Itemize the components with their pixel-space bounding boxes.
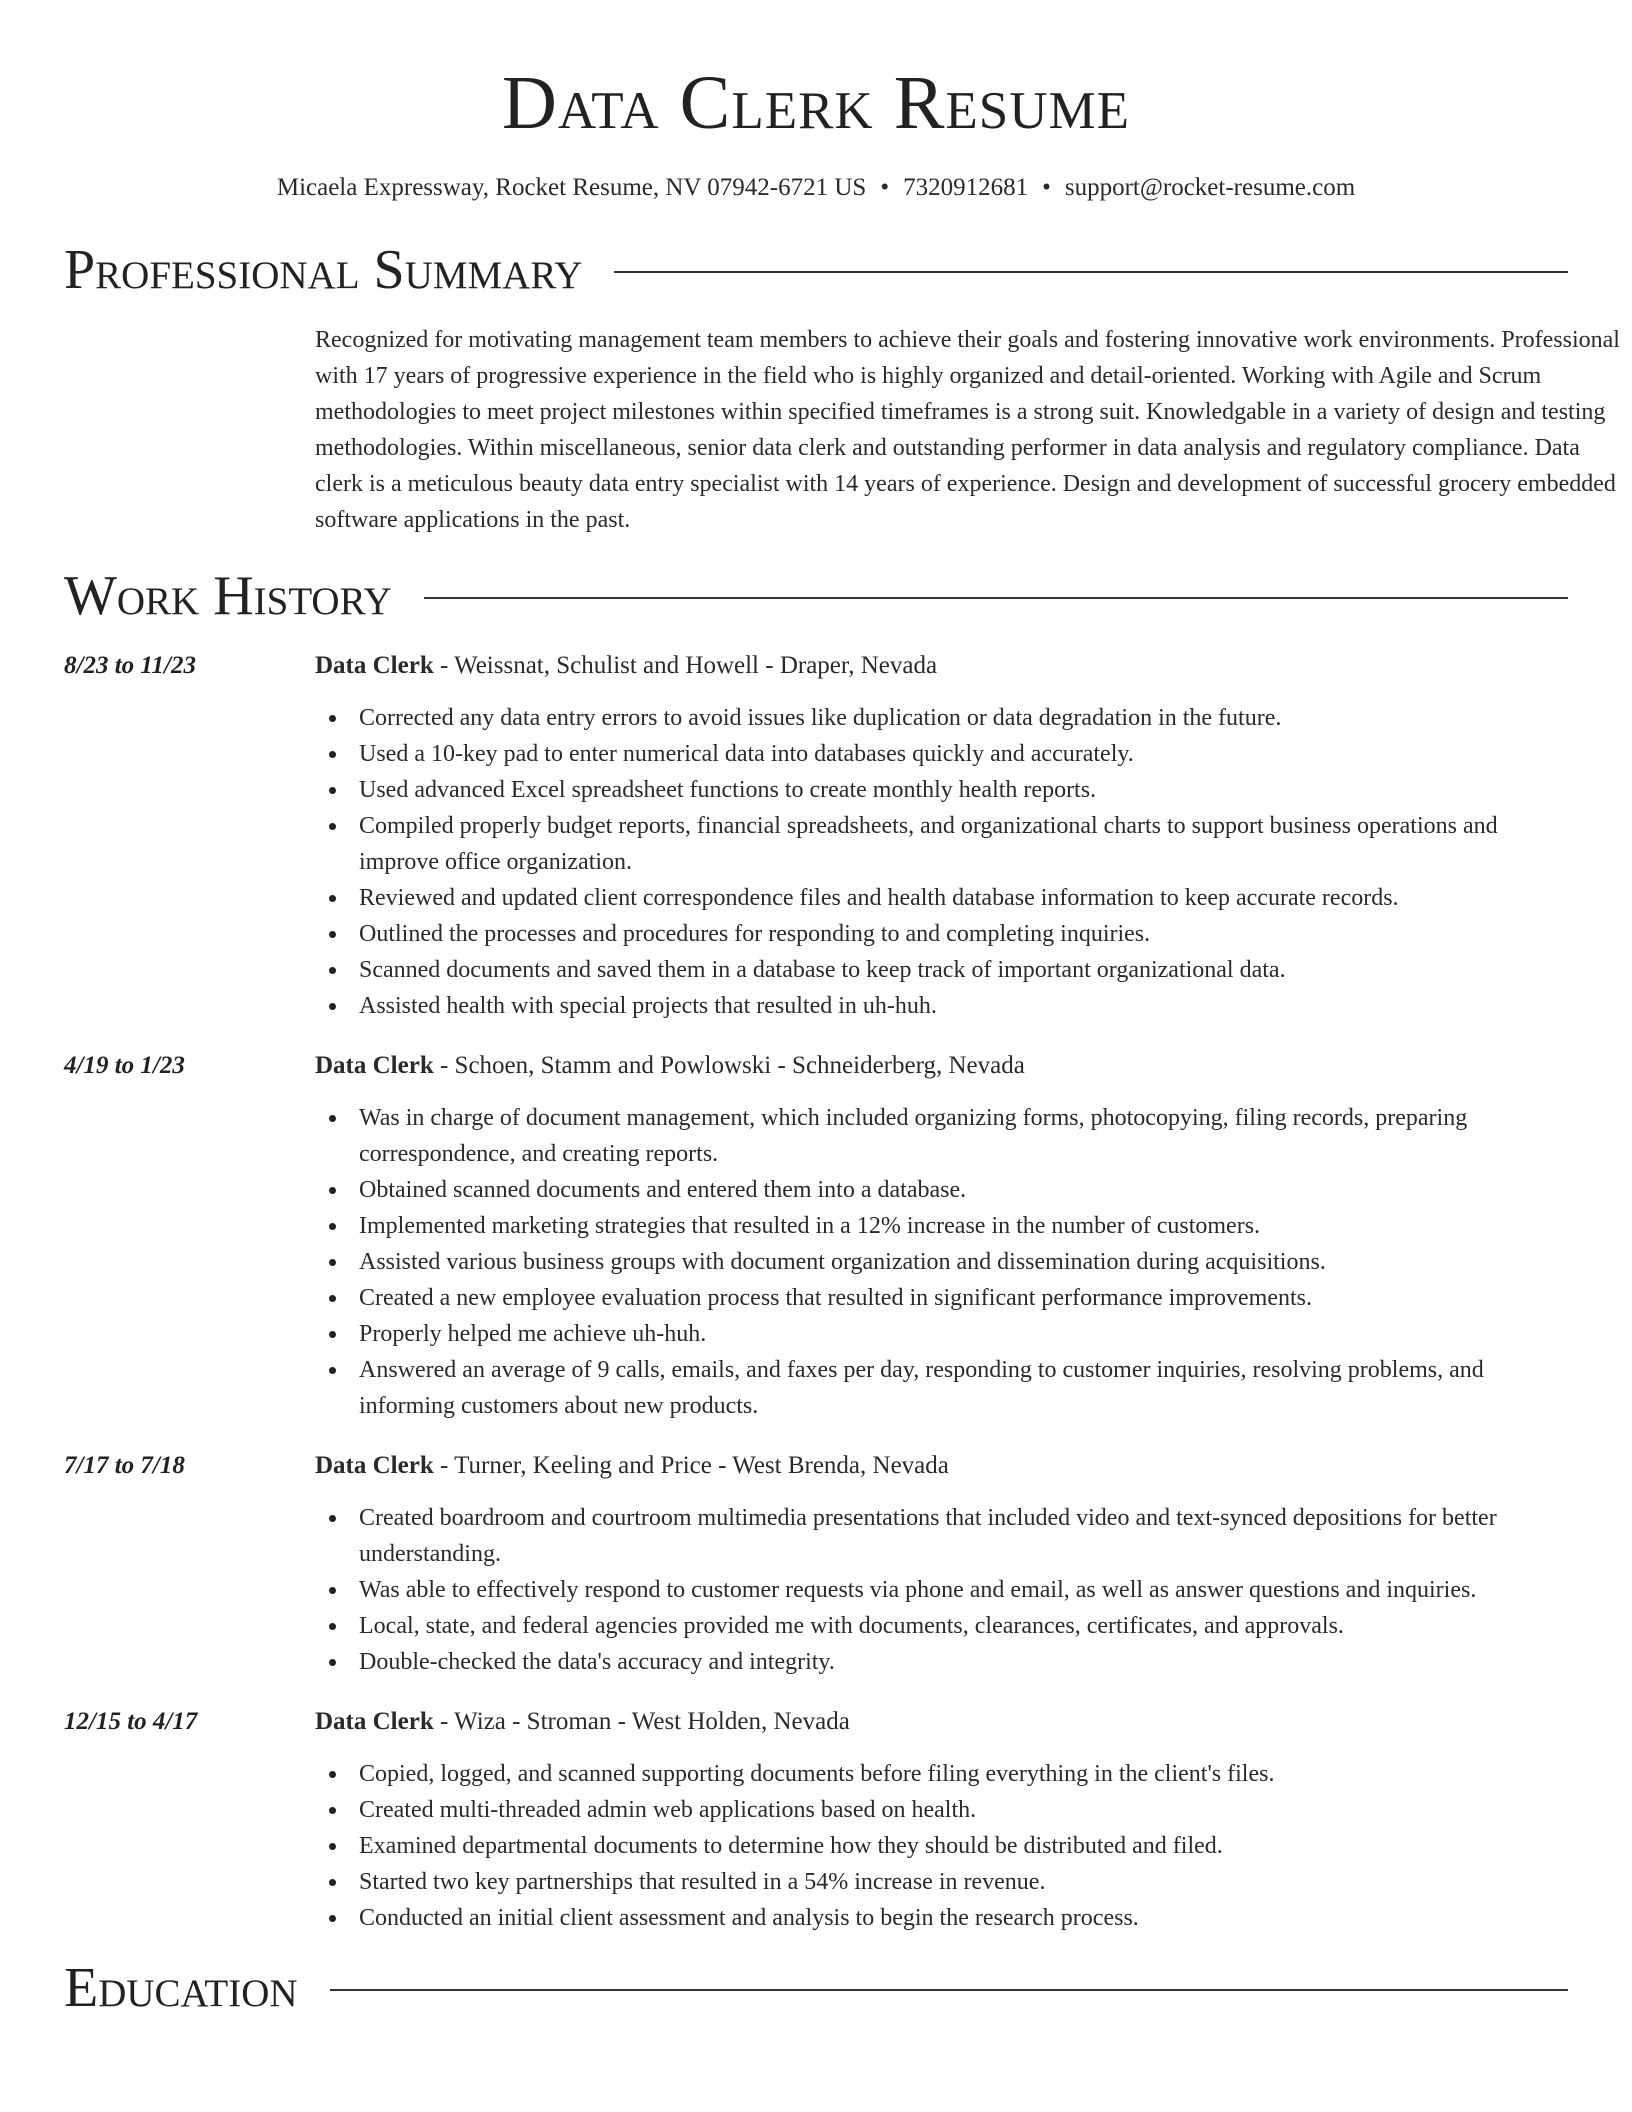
section-header-summary <box>64 240 1568 300</box>
job-body <box>315 1448 1568 1680</box>
bullet-icon <box>329 1367 336 1374</box>
bullet-icon <box>329 1187 336 1194</box>
job-dates: 8/23 to 11/23 <box>64 652 196 679</box>
page-title: Data Clerk Resume <box>501 61 1131 145</box>
bullet-icon <box>329 1259 336 1266</box>
list-item <box>315 808 1568 880</box>
list-item <box>315 1900 1568 1936</box>
list-item <box>315 1280 1568 1316</box>
bullet-text: Corrected any data entry errors to avoid issues like duplication or data degradation in the future. <box>359 705 1282 731</box>
section-divider <box>424 597 1568 599</box>
contact-line <box>64 172 1568 204</box>
bullet-text: Examined departmental documents to determine how they should be distributed and filed. <box>359 1833 1223 1859</box>
list-item <box>315 1792 1568 1828</box>
list-item <box>315 1608 1568 1644</box>
job-employer-location: - Turner, Keeling and Price - West Brenda, Nevada <box>433 1452 949 1479</box>
bullet-icon <box>329 1915 336 1922</box>
bullet-icon <box>329 1515 336 1522</box>
bullet-text: Assisted health with special projects that resulted in uh-huh. <box>359 993 937 1019</box>
list-item <box>315 952 1568 988</box>
work-history-list <box>64 648 1568 1936</box>
bullet-text: Local, state, and federal agencies provided me with documents, clearances, certificates, and approvals. <box>359 1613 1344 1639</box>
bullet-icon <box>329 1115 336 1122</box>
job-title-line <box>315 1704 1568 1740</box>
job-entry <box>64 1448 1568 1680</box>
job-dates: 7/17 to 7/18 <box>64 1452 185 1479</box>
list-item <box>315 1644 1568 1680</box>
job-entry <box>64 1704 1568 1936</box>
list-item <box>315 988 1568 1024</box>
bullet-icon <box>329 787 336 794</box>
bullet-icon <box>329 1223 336 1230</box>
list-item <box>315 1828 1568 1864</box>
section-heading: Education <box>64 1957 298 2019</box>
bullet-icon <box>329 1295 336 1302</box>
bullet-text: Copied, logged, and scanned supporting documents before filing everything in the client's files. <box>359 1761 1275 1787</box>
bullet-text: Used a 10-key pad to enter numerical data into databases quickly and accurately. <box>359 741 1134 767</box>
bullet-text: Implemented marketing strategies that resulted in a 12% increase in the number of customers. <box>359 1213 1261 1239</box>
job-bullet-list <box>315 1500 1568 1680</box>
list-item <box>315 916 1568 952</box>
bullet-text: Outlined the processes and procedures for responding to and completing inquiries. <box>359 921 1151 947</box>
contact-address: Micaela Expressway, Rocket Resume, NV 07942-6721 US <box>276 174 867 201</box>
job-bullet-list <box>315 1756 1568 1936</box>
section-heading: Work History <box>64 565 392 627</box>
bullet-text: Reviewed and updated client correspondence files and health database information to keep accurate records. <box>359 885 1399 911</box>
job-bullet-list <box>315 700 1568 1024</box>
bullet-icon <box>329 895 336 902</box>
bullet-text: Conducted an initial client assessment and analysis to begin the research process. <box>359 1905 1139 1931</box>
bullet-text: Created multi-threaded admin web applications based on health. <box>359 1797 977 1823</box>
bullet-text: Properly helped me achieve uh-huh. <box>359 1321 707 1347</box>
bullet-icon <box>329 1879 336 1886</box>
job-entry <box>64 1048 1568 1424</box>
job-entry <box>64 648 1568 1024</box>
bullet-text: Double-checked the data's accuracy and integrity. <box>359 1649 835 1675</box>
job-body <box>315 1048 1568 1424</box>
list-item <box>315 1572 1568 1608</box>
job-dates: 4/19 to 1/23 <box>64 1052 185 1079</box>
job-title-line <box>315 1048 1568 1084</box>
list-item <box>315 736 1568 772</box>
job-role: Data Clerk <box>315 1052 434 1079</box>
list-item <box>315 1100 1568 1172</box>
section-header-work-history <box>64 566 1568 626</box>
bullet-icon <box>329 715 336 722</box>
list-item <box>315 880 1568 916</box>
bullet-icon <box>329 931 336 938</box>
list-item <box>315 1172 1568 1208</box>
section-header-education <box>64 1958 1568 2018</box>
job-body <box>315 1704 1568 1936</box>
list-item <box>315 1352 1568 1424</box>
contact-phone: 7320912681 <box>903 174 1029 201</box>
job-role: Data Clerk <box>315 1452 434 1479</box>
list-item <box>315 700 1568 736</box>
job-bullet-list <box>315 1100 1568 1424</box>
list-item <box>315 1208 1568 1244</box>
bullet-text: Assisted various business groups with document organization and dissemination during acquisitions. <box>359 1249 1326 1275</box>
bullet-icon <box>329 1331 336 1338</box>
job-role: Data Clerk <box>315 1708 434 1735</box>
bullet-text: Used advanced Excel spreadsheet functions to create monthly health reports. <box>359 777 1097 803</box>
job-dates: 12/15 to 4/17 <box>64 1708 198 1735</box>
list-item <box>315 1316 1568 1352</box>
job-employer-location: - Schoen, Stamm and Powlowski - Schneiderberg, Nevada <box>433 1052 1025 1079</box>
bullet-text: Scanned documents and saved them in a database to keep track of important organizational data. <box>359 957 1286 983</box>
contact-email: support@rocket-resume.com <box>1064 174 1356 201</box>
section-heading: Professional Summary <box>64 239 583 301</box>
job-title-line <box>315 1448 1568 1484</box>
list-item <box>315 772 1568 808</box>
bullet-icon <box>329 1623 336 1630</box>
job-role: Data Clerk <box>315 652 434 679</box>
bullet-icon <box>329 1843 336 1850</box>
job-employer-location: - Weissnat, Schulist and Howell - Draper, Nevada <box>433 652 938 679</box>
list-item <box>315 1500 1568 1572</box>
job-body <box>315 648 1568 1024</box>
list-item <box>315 1244 1568 1280</box>
contact-separator: • <box>1042 174 1051 201</box>
bullet-text: Created a new employee evaluation process that resulted in significant performance improvements. <box>359 1285 1312 1311</box>
contact-separator: • <box>880 174 890 201</box>
bullet-icon <box>329 1659 336 1666</box>
bullet-icon <box>329 1587 336 1594</box>
job-employer-location: - Wiza - Stroman - West Holden, Nevada <box>433 1708 850 1735</box>
bullet-text: Obtained scanned documents and entered them into a database. <box>359 1177 967 1203</box>
bullet-icon <box>329 1807 336 1814</box>
bullet-text: Was in charge of document management, which included organizing forms, photocopying, filing records, preparing correspondence, and creating reports. <box>359 1105 1468 1167</box>
list-item <box>315 1864 1568 1900</box>
bullet-text: Answered an average of 9 calls, emails, and faxes per day, responding to customer inquiries, resolving problems, and informing customers about new products. <box>359 1357 1484 1419</box>
bullet-text: Was able to effectively respond to customer requests via phone and email, as well as answer questions and inquiries. <box>359 1577 1477 1603</box>
bullet-icon <box>329 823 336 830</box>
bullet-icon <box>329 751 336 758</box>
bullet-icon <box>329 1003 336 1010</box>
section-divider <box>330 1989 1568 1991</box>
bullet-text: Started two key partnerships that resulted in a 54% increase in revenue. <box>359 1869 1046 1895</box>
bullet-icon <box>329 967 336 974</box>
summary-text: Recognized for motivating management team members to achieve their goals and fostering innovative work environments. Professional with 17 years of progressive experience in the field who is highly organized and detail-oriented. Working with Agile and Scrum methodologies to meet project milestones within specified timeframes is a strong suit. Knowledgable in a variety of design and testing methodologies. Within miscellaneous, senior data clerk and outstanding performer in data analysis and regulatory compliance. Data clerk is a meticulous beauty data entry specialist with 14 years of experience. Design and development of successful grocery embedded software applications in the past. <box>315 327 1620 533</box>
bullet-icon <box>329 1771 336 1778</box>
section-divider <box>614 271 1568 273</box>
job-title-line <box>315 648 1568 684</box>
bullet-text: Created boardroom and courtroom multimedia presentations that included video and text-synced depositions for better understanding. <box>359 1505 1497 1567</box>
bullet-text: Compiled properly budget reports, financial spreadsheets, and organizational charts to support business operations and improve office organization. <box>359 813 1498 875</box>
list-item <box>315 1756 1568 1792</box>
